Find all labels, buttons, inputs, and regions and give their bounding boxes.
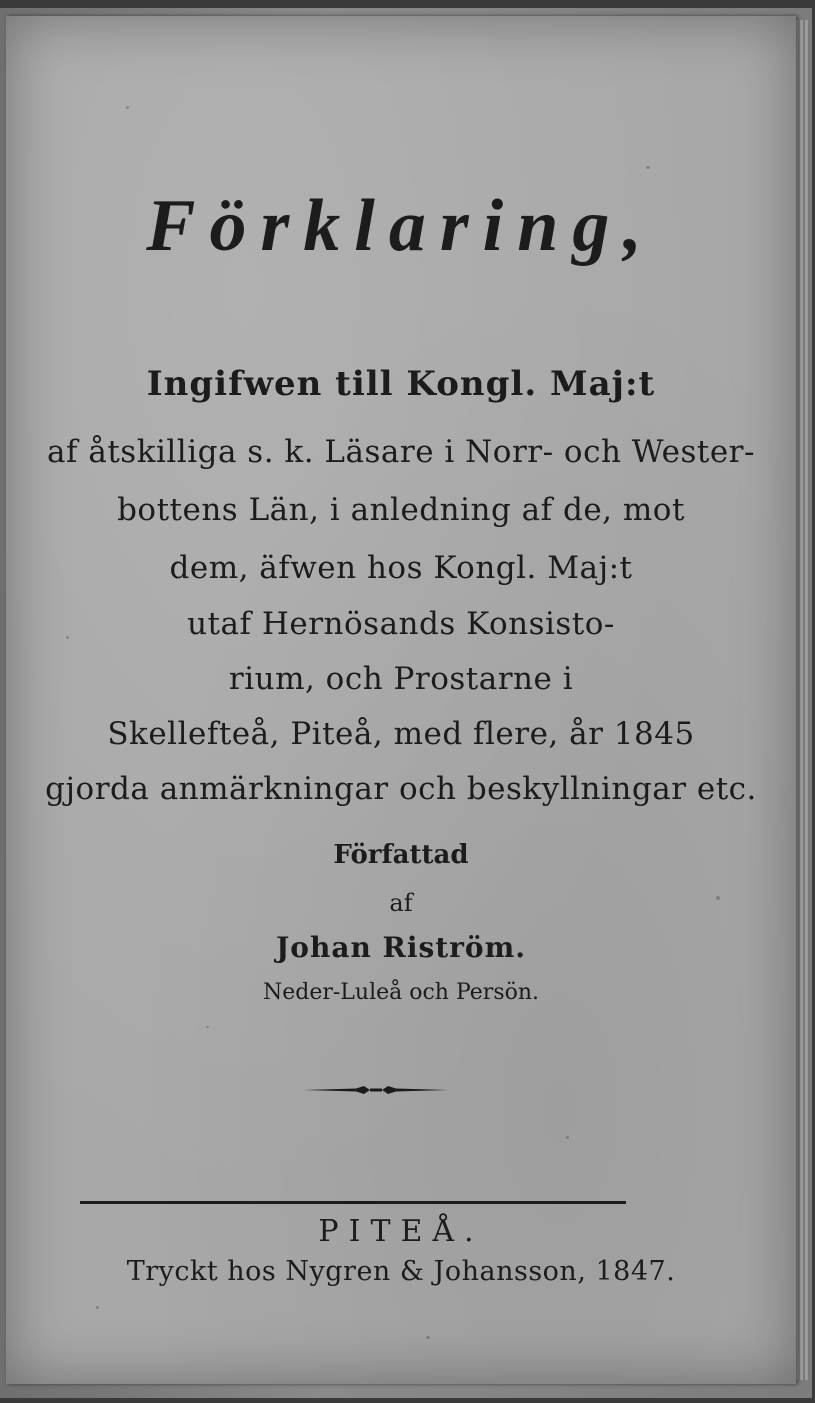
- ornament-divider: [304, 1084, 448, 1096]
- description-line-5: rium, och Prostarne i: [228, 661, 574, 697]
- author-place: Neder-Luleå och Persön.: [262, 980, 540, 1005]
- description-line-3: dem, äfwen hos Kongl. Maj:t: [169, 550, 633, 586]
- description-line-6: Skellefteå, Piteå, med flere, år 1845: [107, 716, 695, 752]
- author-name: Johan Riström.: [276, 931, 526, 964]
- author-of: af: [389, 889, 413, 917]
- description-line-1: af åtskilliga s. k. Läsare i Norr- och Wester-: [47, 434, 755, 470]
- description-line-4: utaf Hernösands Konsisto-: [187, 606, 615, 642]
- description-line-2: bottens Län, i anledning af de, mot: [117, 492, 685, 528]
- imprint-rule: [80, 1201, 626, 1204]
- title-page: [6, 16, 796, 1384]
- imprint-city: PITEÅ.: [318, 1214, 484, 1249]
- description-line-7: gjorda anmärkningar och beskyllningar etc.: [45, 771, 757, 807]
- author-label: Författad: [333, 840, 469, 870]
- book-subtitle: Ingifwen till Kongl. Maj:t: [146, 364, 656, 404]
- book-title: Förklaring,: [146, 185, 656, 267]
- imprint-printer: Tryckt hos Nygren & Johansson, 1847.: [126, 1256, 676, 1287]
